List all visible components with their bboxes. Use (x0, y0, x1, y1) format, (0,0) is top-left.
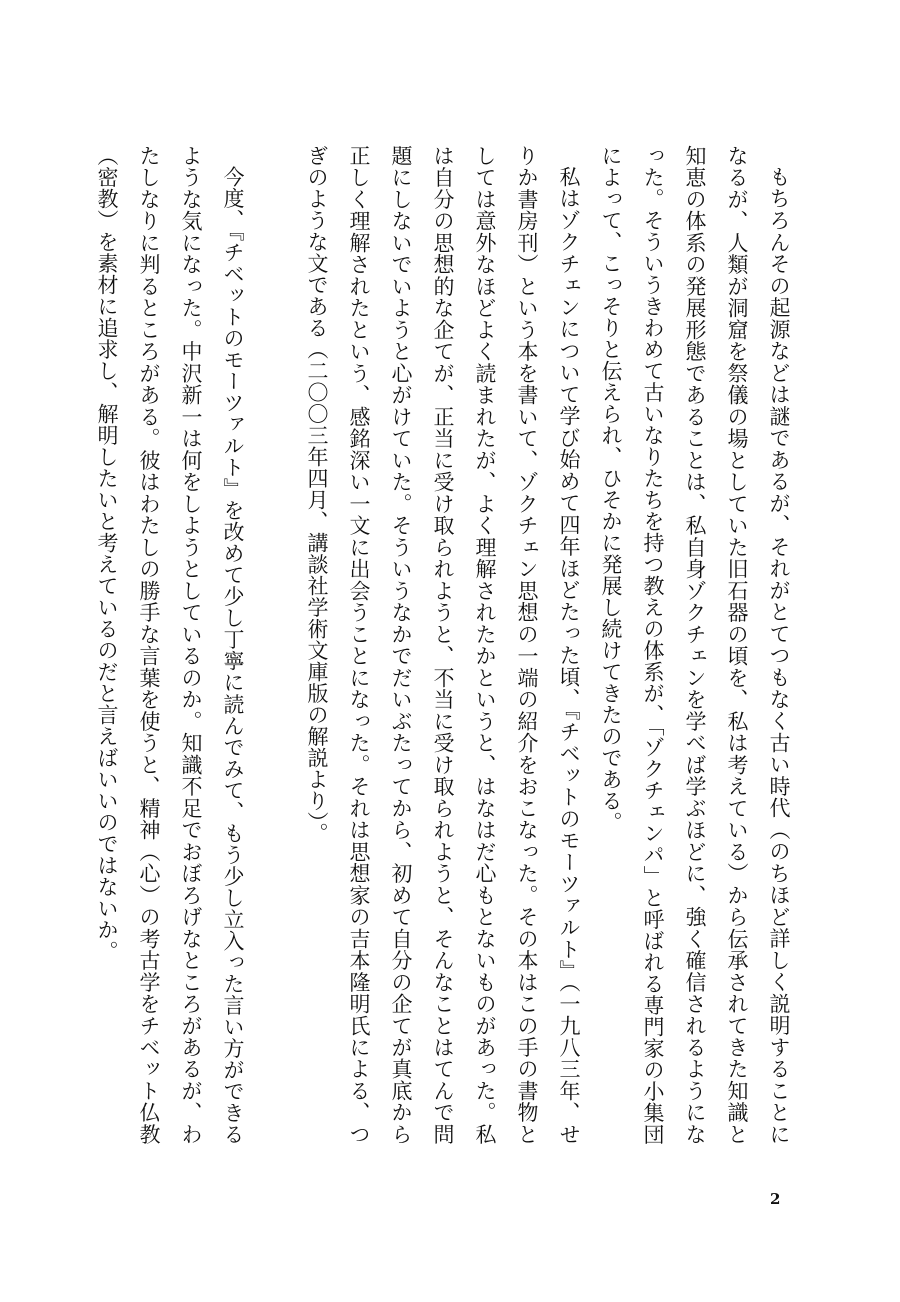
paragraph-spacer (254, 145, 296, 1145)
page-number: 2 (770, 1190, 781, 1208)
quoted-paragraph: 今度、『チベットのモーツァルト』を改めて少し丁寧に読んでみて、もう少し立入った言い方ができるような気になった。中沢新一は何をしようとしているのか。知識不足でおぼろげなところがあるが、わたしなりに判るところがある。彼はわたしの勝手な言葉を使うと、精神（心）の考古学をチベット仏教（密教）を素材に追求し、解明したいと考えているのだと言えばいいのではないか。 (95, 145, 245, 1146)
body-text (95, 145, 800, 1146)
paragraph-1: もちろんその起源などは謎であるが、それがとてつもなく古い時代（のちほど詳しく説明することになるが、人類が洞窟を祭儀の場としていた旧石器の頃を、私は考えている）から伝承されてきた知識と知恵の体系の発展形態であることは、私自身ゾクチェンを学べば学ぶほどに、強く確信されるようになった。そういうきわめて古いなりたちを持つ教えの体系が、「ゾクチェンパ」と呼ばれる専門家の小集団によって、こっそりと伝えられ、ひそかに発展し続けてきたのである。 (599, 145, 791, 1146)
paragraph-2: 私はゾクチェンについて学び始めて四年ほどたった頃、『チベットのモーツァルト』（一九八三年、せりか書房刊）という本を書いて、ゾクチェン思想の一端の紹介をおこなった。その本はこの手の書物としては意外なほどよく読まれたが、よく理解されたかというと、はなはだ心もとないものがあった。私は自分の思想的な企てが、正当に受け取られようと、不当に受け取られようと、そんなことはてんで問題にしないでいようと心がけていた。そういうなかでだいぶたってから、初めて自分の企てが真底から正しく理解されたという、感銘深い一文に出会うことになった。それは思想家の吉本隆明氏による、つぎのような文である（二〇〇三年四月、講談社学術文庫版の解説より）。 (305, 145, 581, 1146)
